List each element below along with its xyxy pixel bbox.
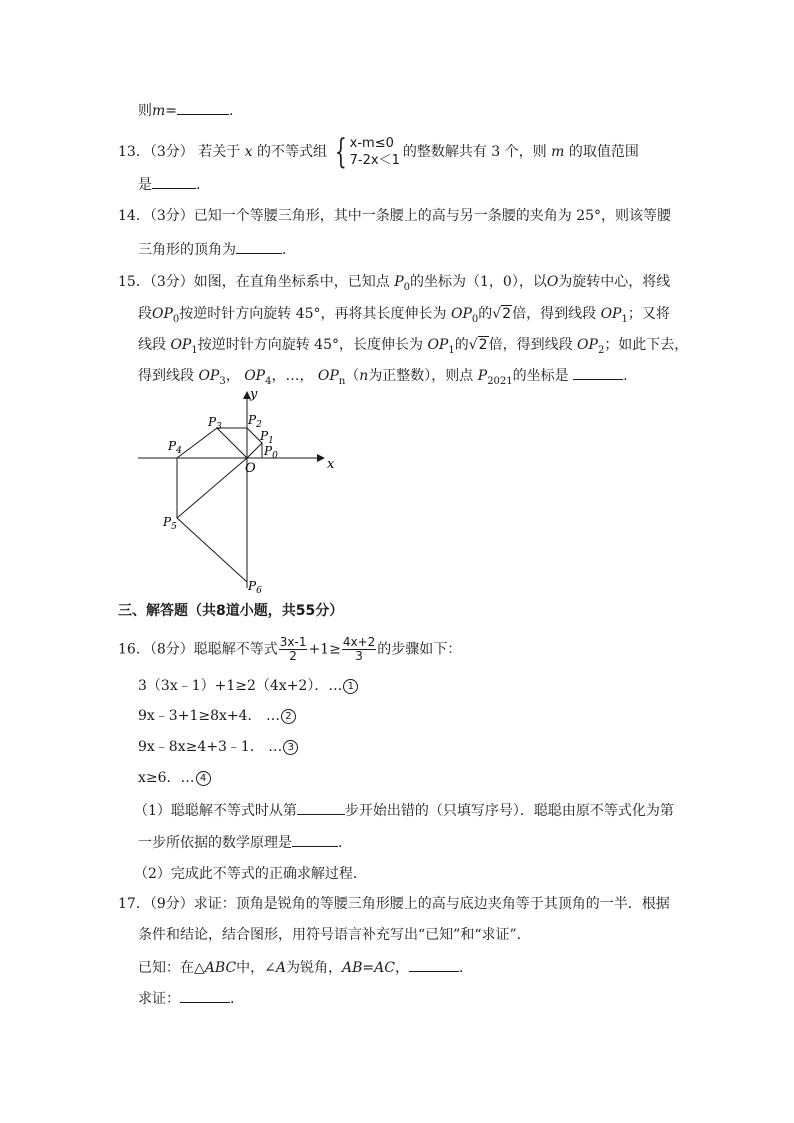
q14-line1-text: 已知一个等腰三角形，其中一条腰上的高与另一条腰的夹角为 25°，则该等腰 <box>193 208 672 224</box>
step-text: 3（3x﹣1）+1≥2（4x+2）．… <box>138 678 343 694</box>
radicand: 2 <box>502 306 512 322</box>
q13-text-a: 若关于 <box>198 144 241 160</box>
q15-text: 为正整数），则点 <box>368 368 474 384</box>
q12-eq: = <box>165 103 178 119</box>
q13-text-b: 的不等式组 <box>257 144 328 160</box>
q12-tail-line <box>138 100 233 121</box>
q16-part1-line1 <box>134 800 674 821</box>
q15-text: 线段 <box>138 337 166 353</box>
label-p2: $P_2$ <box>248 413 262 430</box>
origin-label: O <box>245 461 256 476</box>
q16-step-blank[interactable] <box>297 800 345 815</box>
subscript: 1 <box>191 344 198 356</box>
q15-text: 得到线段 <box>138 368 194 384</box>
subscript: 4 <box>265 375 272 387</box>
q15-line1 <box>118 272 670 298</box>
q13-sys-line1: x-m≤0 <box>349 136 394 151</box>
q13-var-m: m <box>551 144 565 160</box>
q15-text: 倍，得到线段 <box>512 306 597 322</box>
coordinate-figure <box>130 388 340 598</box>
q16-text: 的步骤如下： <box>377 641 462 658</box>
q17-line2: 条件和结论，结合图形，用符号语言补充写出“已知”和“求证”. <box>138 927 522 943</box>
q15-text: 的坐标是 <box>512 368 569 384</box>
segment-label: OP <box>317 368 339 384</box>
q16-text: . <box>338 835 343 851</box>
segment-label: OP <box>198 368 220 384</box>
radicand: 2 <box>478 337 488 353</box>
q17-text: 中，∠ <box>236 960 276 976</box>
q15-text: （ <box>345 368 360 384</box>
q13-end: . <box>196 177 201 193</box>
q16-step-1 <box>138 676 358 696</box>
q17-prove-blank[interactable] <box>180 988 230 1003</box>
segment-label: OP <box>427 337 449 353</box>
segment-label: OP <box>577 337 598 353</box>
q15-text: 的坐标为（1，0），以 <box>410 274 547 290</box>
q15-line3 <box>138 335 688 361</box>
q16-fraction-2 <box>342 636 376 663</box>
equation: AB=AC <box>342 960 395 976</box>
q13-sys-line2: 7-2x＜1 <box>349 153 400 168</box>
q17-given <box>138 957 463 978</box>
q13-inequality-system <box>330 132 400 172</box>
q13-line1 <box>118 132 639 172</box>
segment-label: OP <box>152 306 173 322</box>
point-label: O <box>546 274 559 290</box>
segment-label: OP <box>170 337 192 353</box>
q16-fraction-1 <box>279 636 308 663</box>
q16-score: （8分） <box>149 641 194 658</box>
point-label: P <box>477 368 488 384</box>
q17-text: . <box>230 991 235 1007</box>
q17-given-blank[interactable] <box>409 957 459 972</box>
q15-end: . <box>623 368 628 384</box>
q14-line1 <box>118 206 671 226</box>
subscript: 0 <box>471 313 479 325</box>
q16-text: +1≥ <box>308 641 341 658</box>
circled-number: 1 <box>343 679 358 694</box>
q16-step-2 <box>138 706 296 726</box>
label-p5: $P_5$ <box>163 515 177 532</box>
label-p3: $P_3$ <box>208 415 222 432</box>
step-text: 9x﹣8x≥4+3﹣1． … <box>138 739 283 755</box>
q15-number: 15． <box>118 274 150 290</box>
q16-text: 聪聪解不等式 <box>193 641 278 658</box>
q15-text: 如图，在直角坐标系中，已知点 <box>193 274 390 290</box>
fraction-numerator: 3x-1 <box>279 635 307 649</box>
q17-text: . <box>458 960 464 976</box>
segment-op5 <box>177 458 247 518</box>
subscript: 1 <box>448 344 455 356</box>
x-axis-label: x <box>327 457 335 472</box>
q14-end: . <box>282 242 287 258</box>
q16-text: 一步所依据的数学原理是 <box>138 835 292 851</box>
q17-line1 <box>118 894 670 914</box>
spiral-path <box>177 428 262 582</box>
brace-symbol: { <box>334 132 347 172</box>
angle-label: A <box>275 960 287 976</box>
subscript: 1 <box>621 313 628 325</box>
fraction-numerator: 4x+2 <box>342 635 376 649</box>
subscript: n <box>338 375 346 387</box>
q17-text: 求证：顶角是锐角的等腰三角形腰上的高与底边夹角等于其顶角的一半．根据 <box>193 896 670 912</box>
label-p0: $P_0$ <box>264 444 278 461</box>
triangle-label: ABC <box>204 960 237 976</box>
q15-line2 <box>138 304 670 330</box>
subscript: 3 <box>219 375 226 387</box>
segment-op3 <box>217 428 247 458</box>
q13-text-d: 的取值范围 <box>568 144 639 160</box>
step-text: x≥6．… <box>138 770 195 786</box>
q14-number: 14． <box>118 208 150 224</box>
q16-number: 16． <box>118 641 150 658</box>
q15-text: 的 <box>454 337 469 353</box>
label-p6: $P_6$ <box>248 579 262 596</box>
fraction-denominator: 3 <box>355 649 363 663</box>
q15-text: 按逆时针方向旋转 45°，长度伸长为 <box>197 337 423 353</box>
subscript: 2021 <box>487 375 513 387</box>
fraction-denominator: 2 <box>289 649 297 663</box>
segment-label: OP <box>600 306 622 322</box>
segment-op1 <box>247 443 262 458</box>
q13-line2 <box>138 174 200 195</box>
q17-text: 为锐角， <box>286 960 343 976</box>
q12-prefix: 则 <box>138 103 152 119</box>
q13-line2-text: 是 <box>138 177 152 193</box>
q15-score: （3分） <box>149 274 194 290</box>
q17-score: （9分） <box>149 896 194 912</box>
q16-text: 步开始出错的（只填写序号）．聪聪由原不等式化为第 <box>344 803 674 819</box>
circled-number: 3 <box>283 740 298 755</box>
sqrt-symbol: √2 <box>468 337 488 353</box>
q16-step-4 <box>138 768 211 788</box>
variable: n <box>359 368 369 384</box>
q13-number: 13． <box>118 144 150 160</box>
q17-text: ， <box>394 960 409 976</box>
q15-text: 按逆时针方向旋转 45°，再将其长度伸长为 <box>179 306 447 322</box>
q15-text: ；又将 <box>627 306 670 322</box>
circled-number: 4 <box>196 771 211 786</box>
q15-text: ，…， <box>271 368 314 384</box>
step-text: 9x﹣3+1≥8x+4． … <box>138 708 280 724</box>
label-p4: $P_4$ <box>168 439 182 456</box>
subscript: 0 <box>172 313 180 325</box>
q12-answer-blank[interactable] <box>177 100 229 115</box>
q13-score: （3分） <box>149 144 194 160</box>
q12-end: . <box>229 103 234 119</box>
q17-text: 已知：在△ <box>138 960 205 976</box>
q17-prove <box>138 988 234 1009</box>
q15-text: ， <box>225 368 240 384</box>
q16-line1 <box>118 636 461 663</box>
q15-text: 的 <box>478 306 493 322</box>
q16-principle-blank[interactable] <box>292 832 338 847</box>
q15-answer-blank[interactable] <box>573 365 623 380</box>
q15-text: 为旋转中心，将线 <box>558 274 671 290</box>
q14-score: （3分） <box>149 208 194 224</box>
q13-text-c: 的整数解共有 3 个，则 <box>402 144 547 160</box>
q17-number: 17． <box>118 896 150 912</box>
q16-part1-line2 <box>138 832 342 853</box>
q16-part2: （2）完成此不等式的正确求解过程． <box>134 866 367 882</box>
point-label: P <box>394 274 404 290</box>
circled-number: 2 <box>281 709 296 724</box>
sqrt-symbol: √2 <box>492 306 512 322</box>
q15-text: 段 <box>138 306 152 322</box>
y-axis-label: y <box>250 388 258 402</box>
q15-text: ；如此下去， <box>604 337 689 353</box>
q12-var: m <box>152 103 166 119</box>
q17-text: 求证： <box>138 991 180 1007</box>
q14-line2-text: 三角形的顶角为 <box>138 242 236 258</box>
q15-text: 倍，得到线段 <box>488 337 573 353</box>
segment-label: OP <box>451 306 472 322</box>
q14-line2 <box>138 239 286 260</box>
q13-answer-blank[interactable] <box>152 174 196 189</box>
label-p1: $P_1$ <box>260 429 274 446</box>
q16-step-3 <box>138 737 298 757</box>
q14-answer-blank[interactable] <box>236 239 282 254</box>
subscript: 2 <box>597 344 605 356</box>
segment-label: OP <box>244 368 266 384</box>
subscript: 0 <box>403 281 410 293</box>
section-3-heading: 三、解答题（共8道小题，共55分） <box>118 603 344 619</box>
q16-text: （1）聪聪解不等式时从第 <box>134 803 297 819</box>
q13-var-x: x <box>244 144 253 160</box>
